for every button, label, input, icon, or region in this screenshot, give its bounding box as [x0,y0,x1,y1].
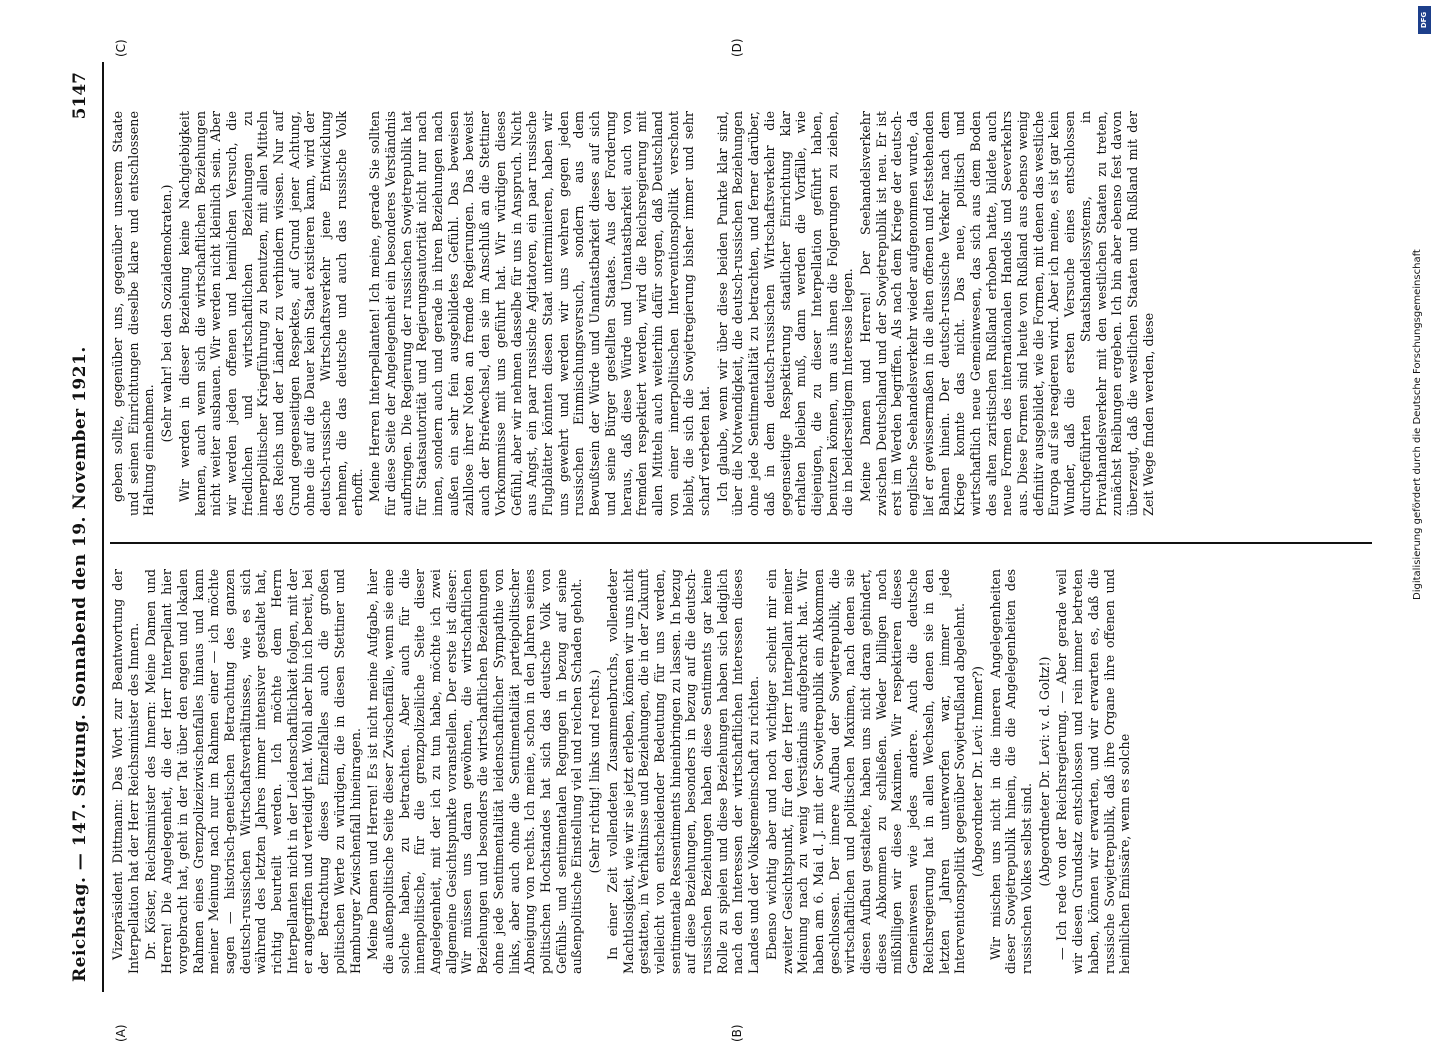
dfg-logo: DFG [1418,6,1431,34]
paragraph: In einer Zeit vollendeten Zusammenbruchs, vollendeter Machtlosigkeit, wie wir sie jetzt erleben, können wir uns nicht gestatten, in Verhältnisse und Beziehungen, die in der Zukunft vielleicht von entscheidender Bedeutung für uns werden, sentimentale Ressentiments hineinbringen zu lassen. In bezug auf diese Beziehungen, besonders in bezug auf die deutsch-russischen Beziehungen haben diese Sentiments gar keine Rolle zu spielen und diese Beziehungen haben sich lediglich nach den Interessen der wirtschaftlichen Interessen dieses Landes und der Volksgemeinschaft zu richten. [604,569,762,974]
paragraph: Meine Herren Interpellanten! Ich meine, gerade Sie sollten für diese Seite der Angelegenheit ein besonderes Verständnis aufbringen. Die Regierung der russischen Sowjetrepublik hat für Staatsautorität und Regierungsautorität nicht nur nach innen, sondern auch und gerade in ihren Beziehungen nach außen ein sehr fein ausgebildetes Gefühl. Das beweisen zahllose ihrer Noten an fremde Regierungen. Das beweist auch der Briefwechsel, den sie im Anschluß an die Stettiner Vorkommnisse mit uns geführt hat. Wir würdigen dieses Gefühl, aber wir nehmen dasselbe für uns in Anspruch. Nicht aus Angst, ein paar russische Agitatoren, ein paar russische Flugblätter könnten diesen Staat unterminieren, haben wir uns gewehrt und werden wir uns wehren gegen jeden russischen Einmischungsversuch, sondern aus dem Bewußtsein der Würde und Unantastbarkeit dieses auf sich und seine Bürger gestellten Staates. Aus der Forderung heraus, daß diese Würde und Unantastbarkeit auch von fremden respektiert werden, wird die Reichsregierung mit allen Mitteln auch weiterhin dafür sorgen, daß Deutschland von einer innerpolitischen Interventionspolitik verschont bleibt, die sich die Sowjetregierung bisher immer und sehr scharf verbeten hat. [367,111,713,516]
margin-marker-c: (C) [114,39,128,57]
margin-marker-d: (D) [730,38,744,57]
paragraph: Dr. Köster, Reichsminister des Innern: Meine Damen und Herren! Die Angelegenheit, die der Herr Interpellant hier vorgebracht hat, geht in der Tat über den engen und lokalen Rahmen eines Grenzpolizeizwischenfalles hinaus und kann meiner Meinung nach nur im Rahmen einer — ich möchte sagen — historisch-genetischen Betrachtung des ganzen deutsch-russischen Wirtschaftsverhältnisses, wie es sich während des letzten Jahres immer intensiver gestaltet hat, richtig beurteilt werden. Ich möchte dem Herrn Interpellanten nicht in der Leidenschaftlichkeit folgen, mit der er angegriffen und verteidigt hat. Wohl aber bin ich bereit, bei der Betrachtung dieses Einzelfalles auch die großen politischen Werte zu würdigen, die in diesen Stettiner und Hamburger Zwischenfall hineinragen. [143,569,363,974]
digitization-credit: Digitalisierung gefördert durch die Deutsche Forschungsgemeinschaft [1412,249,1423,600]
interjection: (Sehr wahr! bei den Sozialdemokraten.) [159,184,175,443]
margin-marker-b: (B) [730,1024,744,1042]
paragraph: — Ich rede von der Reichsregierung. — Aber gerade weil wir diesen Grundsatz entschlossen und rein immer betreten haben, können wir erwarten, und wir erwarten es, daß die russische Sowjetrepublik, daß ihre Organe ihre offenen und heimlichen Emissäre, wenn es solche [1054,569,1133,974]
paragraph: Meine Damen und Herren! Der Seehandelsverkehr zwischen Deutschland und der Sowjetrepublik ist neu. Er ist erst im Werden begriffen. Als nach dem Kriege der deutsch-englische Seehandelsverkehr wieder aufgenommen wurde, da lief er gewissermaßen in die alten offenen und feststehenden Bahnen hinein. Der deutsch-russische Verkehr nach dem Kriege konnte das nicht. Das neue, politisch und wirtschaftlich neue Gemeinwesen, das sich aus dem Boden des alten zaristischen Rußland erhoben hatte, bildete auch neue Formen des internationalen Handels und Seeverkehrs aus. Diese Formen sind heute von Rußland aus ebenso wenig definitiv ausgebildet, wie die Formen, mit denen das westliche Europa auf sie reagieren wird. Aber ich meine, es ist gar kein Wunder, daß die ersten Versuche eines entschlossen durchgeführten Staatshandelssystems, in Privathandelsverkehr mit den westlichen Staaten zu treten, zunächst Reibungen ergeben. Ich bin aber ebenso fest davon überzeugt, daß die westlichen Staaten und Rußland mit der Zeit Wege finden werden, diese [858,111,1156,516]
running-header: Reichstag. — 147. Sitzung. Sonnabend den 19. November 1921. [70,346,90,982]
page-number: 5147 [70,72,90,120]
interjection: (Abgeordneter Dr. Levi: Immer?) [969,666,985,877]
paragraph: geben sollte, gegenüber uns, gegenüber unserem Staate und seinen Einrichtungen dieselbe klare und entschlossene Haltung einnehmen. [110,111,157,516]
paragraph: Meine Damen und Herren! Es ist nicht meine Aufgabe, hier die außenpolitische Seite dieser Zwischenfälle, wenn sie eine solche haben, zu betrachten. Aber auch für die innenpolitische, für die grenzpolizeiliche Seite dieser Angelegenheit, mit der ich zu tun habe, möchte ich zwei allgemeine Gesichtspunkte voranstellen. Der erste ist dieser: Wir müssen uns daran gewöhnen, die wirtschaftlichen Beziehungen und besonders die wirtschaftlichen Beziehungen ohne jede Sentimentalität leidenschaftlicher Sympathie von links, aber auch ohne die Sentimentalität parteipolitischer Abneigung von rechts. Ich meine, schon in den Jahren seines politischen Hochstandes hat sich das deutsche Volk von Gefühls- und sentimentalen Regungen in bezug auf seine außenpolitische Einstellung viel und reichen Schaden geholt. [365,569,585,974]
paragraph: Vizepräsident Dittmann: Das Wort zur Beantwortung der Interpellation hat der Herr Reichsminister des Innern. [110,569,141,974]
page-header [62,62,104,992]
margin-marker-a: (A) [114,1024,128,1042]
column-divider [110,542,1372,544]
interjection: (Sehr richtig! links und rechts.) [587,669,603,874]
paragraph: Wir mischen uns nicht in die inneren Angelegenheiten dieser Sowjetrepublik hinein, die die Angelegenheiten des russischen Volkes selbst sind. [987,569,1035,974]
paragraph: Ich glaube, wenn wir über diese beiden Punkte klar sind, über die Notwendigkeit, die deutsch-russischen Beziehungen ohne jede Sentimentalität zu betrachten, und ferner darüber, daß in dem deutsch-russischen Wirtschaftsverkehr die gegenseitige Respektierung staatlicher Einrichtung klar erhalten bleiben muß, dann werden die Vorfälle, wie diejenigen, die zu dieser Interpellation geführt haben, benutzen können, um aus ihnen die Folgerungen zu ziehen, die in beiderseitigem Interesse liegen. [714,111,856,516]
interjection: (Abgeordneter Dr. Levi: v. d. Goltz!) [1036,656,1052,887]
text-column-left [110,569,1135,974]
text-column-right [110,111,1158,516]
rotated-page-content [62,38,1382,1042]
paragraph: Ebenso wichtig aber und noch wichtiger scheint mir ein zweiter Gesichtspunkt, für den der Herr Interpellant meiner Meinung nach zu wenig Verständnis aufgebracht hat. Wir haben am 6. Mai d. J. mit der Sowjetrepublik ein Abkommen geschlossen. Der innere Aufbau der Sowjetrepublik, die wirtschaftlichen und politischen Maximen, nach denen sie diesen Aufbau gestaltete, haben uns nicht daran gehindert, dieses Abkommen zu schließen. Weder billigen noch mißbilligen wir diese Maximen. Wir respektieren dieses Gemeinwesen wie jedes andere. Auch die deutsche Reichsregierung hat in allen Wechseln, denen sie in den letzten Jahren unterworfen war, immer jede Interventionspolitik gegenüber Sowjetrußland abgelehnt. [763,569,968,974]
paragraph: Wir werden in dieser Beziehung keine Nachgiebigkeit kennen, auch wenn sich die wirtschaftlichen Beziehungen nicht weiter ausbauen. Wir werden nicht kleinlich sein. Aber wir werden jeden offenen und heimlichen Versuch, die friedlichen und wirtschaftlichen Beziehungen zu innerpolitischer Kriegführung zu benutzen, mit allen Mitteln des Reichs und der Länder zu verhindern wissen. Nur auf Grund gegenseitigen Respektes, auf Grund jener Achtung, ohne die auf die Dauer kein Staat existieren kann, wird der deutsch-russische Wirtschaftsverkehr jene Entwicklung nehmen, die das deutsche und auch das russische Volk erhofft. [176,111,365,516]
